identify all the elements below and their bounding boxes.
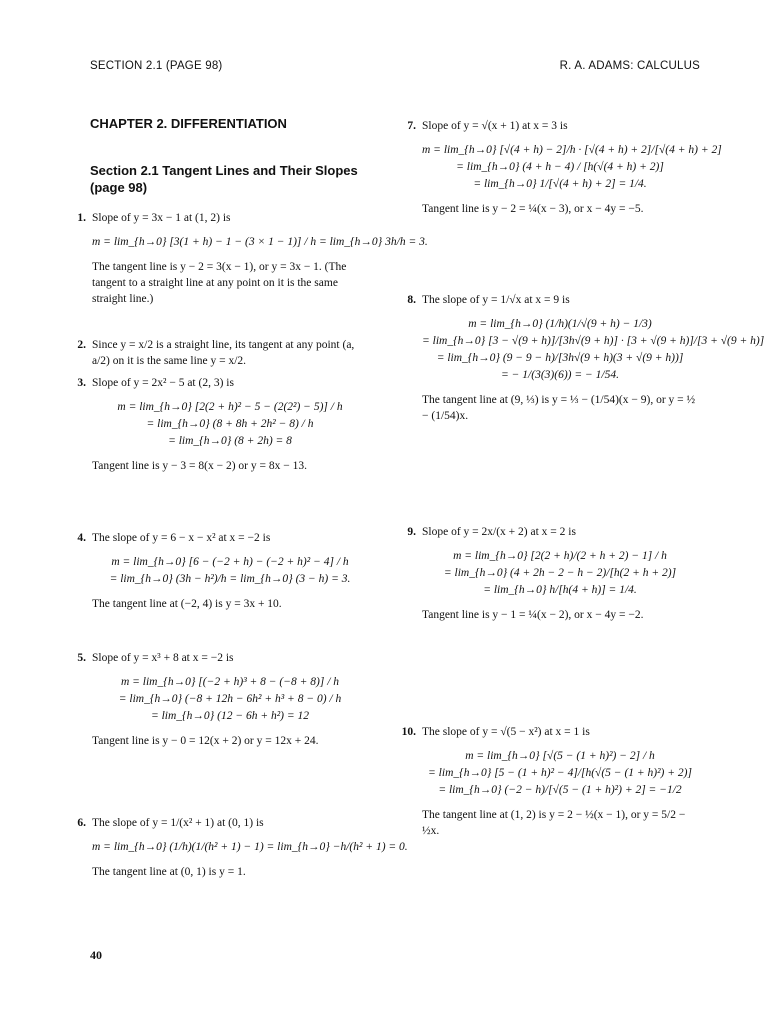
problem-9	[398, 524, 698, 623]
equation-line: m = lim_{h→0} (1/h)(1/√(9 + h) − 1/3)	[468, 318, 652, 330]
equation-line: m = lim_{h→0} [6 − (−2 + h) − (−2 + h)² − 4] / h	[111, 556, 349, 568]
equation-line: m = lim_{h→0} [2(2 + h)² − 5 − (2(2²) − 5)] / h	[117, 401, 343, 413]
equation-line: = lim_{h→0} (−8 + 12h − 6h² + h³ + 8 − 0) / h	[118, 693, 342, 705]
problem-5	[68, 650, 368, 749]
problem-10	[398, 724, 698, 839]
problem-2	[68, 337, 368, 369]
problem-statement: The slope of y = 1/√x at x = 9 is	[422, 294, 570, 306]
problem-7	[398, 118, 722, 217]
section-title: Section 2.1 Tangent Lines and Their Slopes (page 98)	[90, 163, 358, 195]
equation-line: = lim_{h→0} (4 + h − 4) / [h(√(4 + h) + 2)]	[456, 161, 664, 173]
problem-statement: Slope of y = 2x² − 5 at (2, 3) is	[92, 377, 234, 389]
problem-3	[68, 375, 368, 474]
equation-line: = lim_{h→0} 1/[√(4 + h) + 2] = 1/4.	[473, 178, 647, 190]
solution-note: Tangent line is y − 2 = ¼(x − 3), or x − 4y = −5.	[422, 203, 644, 215]
solution-work	[92, 234, 428, 251]
problem-statement: Slope of y = x³ + 8 at x = −2 is	[92, 652, 234, 664]
solution-work	[422, 316, 765, 384]
problem-statement: Slope of y = √(x + 1) at x = 3 is	[422, 120, 568, 132]
page-number: 40	[90, 948, 102, 962]
problem-8	[398, 292, 765, 424]
solution-note: The tangent line at (9, ⅓) is y = ⅓ − (1/54)(x − 9), or y = ½ − (1/54)x.	[422, 394, 696, 422]
problem-statement: Slope of y = 3x − 1 at (1, 2) is	[92, 212, 231, 224]
equation-line: = lim_{h→0} [5 − (1 + h)² − 4]/[h(√(5 − (1 + h)²) + 2)]	[428, 767, 692, 779]
equation-line: m = lim_{h→0} (1/h)(1/(h² + 1) − 1) = lim_{h→0} −h/(h² + 1) = 0.	[92, 841, 408, 853]
running-header-left: SECTION 2.1 (PAGE 98)	[90, 60, 223, 72]
solution-note: Tangent line is y − 1 = ¼(x − 2), or x − 4y = −2.	[422, 609, 644, 621]
problem-statement: Slope of y = 2x/(x + 2) at x = 2 is	[422, 526, 576, 538]
problem-number: 10.	[401, 726, 416, 738]
equation-line: m = lim_{h→0} [2(2 + h)/(2 + h + 2) − 1] / h	[453, 550, 667, 562]
equation-line: = − 1/(3(3)(6)) = − 1/54.	[501, 369, 619, 381]
equation-line: = lim_{h→0} (9 − 9 − h)/[3h√(9 + h)(3 + √(9 + h))]	[436, 352, 684, 364]
problem-statement: The slope of y = 1/(x² + 1) at (0, 1) is	[92, 817, 264, 829]
problem-1	[68, 210, 428, 307]
solution-work	[92, 399, 368, 450]
solution-work	[422, 748, 698, 799]
problem-number: 7.	[407, 120, 416, 132]
chapter-title: CHAPTER 2. DIFFERENTIATION	[90, 116, 287, 131]
equation-line: m = lim_{h→0} [(−2 + h)³ + 8 − (−8 + 8)] / h	[120, 676, 340, 688]
equation-line: m = lim_{h→0} [√(4 + h) − 2]/h · [√(4 + h) + 2]/[√(4 + h) + 2]	[422, 144, 722, 156]
equation-line: = lim_{h→0} (12 − 6h + h²) = 12	[150, 710, 310, 722]
solution-note: The tangent line at (−2, 4) is y = 3x + 10.	[92, 598, 282, 610]
equation-line: = lim_{h→0} (−2 − h)/[√(5 − (1 + h)²) + 2] = −1/2	[438, 784, 682, 796]
problem-6	[68, 815, 408, 880]
running-header-right: R. A. ADAMS: CALCULUS	[559, 60, 700, 72]
equation-line: = lim_{h→0} h/[h(4 + h)] = 1/4.	[483, 584, 637, 596]
equation-line: m = lim_{h→0} [3(1 + h) − 1 − (3 × 1 − 1)] / h = lim_{h→0} 3h/h = 3.	[92, 236, 428, 248]
solution-note: The tangent line at (0, 1) is y = 1.	[92, 866, 246, 878]
solution-note: The tangent line is y − 2 = 3(x − 1), or y = 3x − 1. (The tangent to a straight line at any point on it is the same straight line.)	[92, 261, 347, 305]
solution-work	[422, 142, 722, 193]
solution-note: Tangent line is y − 0 = 12(x + 2) or y = 12x + 24.	[92, 735, 319, 747]
problem-number: 8.	[407, 294, 416, 306]
problem-number: 4.	[77, 532, 86, 544]
equation-line: = lim_{h→0} (8 + 8h + 2h² − 8) / h	[146, 418, 314, 430]
solution-work	[92, 674, 368, 725]
problem-number: 5.	[77, 652, 86, 664]
problem-number: 3.	[77, 377, 86, 389]
equation-line: = lim_{h→0} [3 − √(9 + h)]/[3h√(9 + h)] · [3 + √(9 + h)]/[3 + √(9 + h)]	[422, 335, 765, 347]
solution-work	[92, 554, 368, 588]
solution-note: The tangent line at (1, 2) is y = 2 − ½(x − 1), or y = 5/2 − ½x.	[422, 809, 686, 837]
problem-number: 9.	[407, 526, 416, 538]
problem-4	[68, 530, 368, 612]
equation-line: m = lim_{h→0} [√(5 − (1 + h)²) − 2] / h	[465, 750, 655, 762]
solution-work	[422, 548, 698, 599]
equation-line: = lim_{h→0} (4 + 2h − 2 − h − 2)/[h(2 + h + 2)]	[443, 567, 677, 579]
problem-statement: The slope of y = √(5 − x²) at x = 1 is	[422, 726, 590, 738]
solution-note: Tangent line is y − 3 = 8(x − 2) or y = 8x − 13.	[92, 460, 307, 472]
problem-number: 6.	[77, 817, 86, 829]
problem-statement: Since y = x/2 is a straight line, its tangent at any point (a, a/2) on it is the same line y = x/2.	[92, 339, 355, 367]
problem-number: 1.	[77, 212, 86, 224]
equation-line: = lim_{h→0} (8 + 2h) = 8	[168, 435, 292, 447]
problem-statement: The slope of y = 6 − x − x² at x = −2 is	[92, 532, 271, 544]
problem-number: 2.	[77, 339, 86, 351]
solution-work	[92, 839, 408, 856]
equation-line: = lim_{h→0} (3h − h²)/h = lim_{h→0} (3 − h) = 3.	[109, 573, 351, 585]
